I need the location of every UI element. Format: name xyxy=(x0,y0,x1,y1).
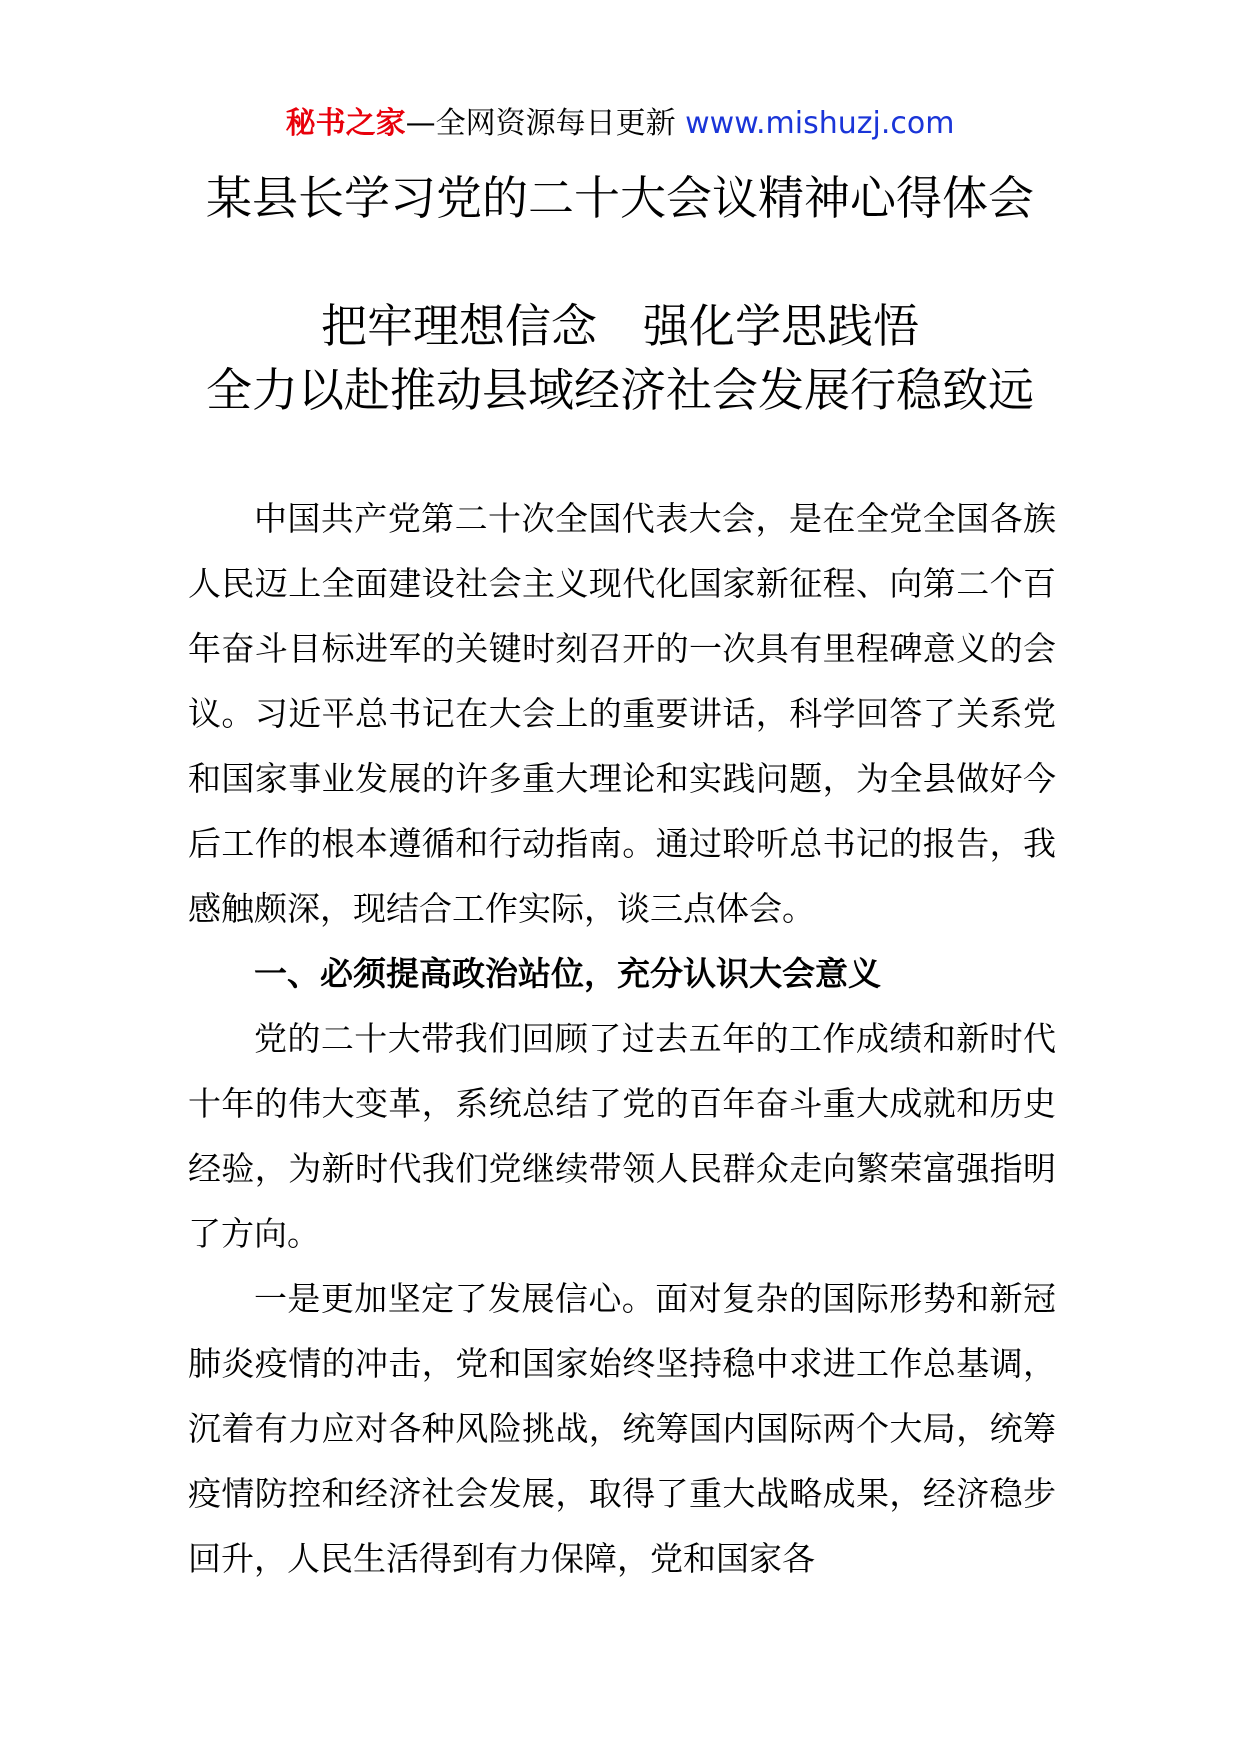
document-title: 某县长学习党的二十大会议精神心得体会 xyxy=(206,171,1034,225)
subtitle-line-1: 把牢理想信念 强化学思践悟 xyxy=(321,299,919,353)
paragraph-section-1: 党的二十大带我们回顾了过去五年的工作成绩和新时代十年的伟大变革，系统总结了党的百年奋斗重大成就和历史经验，为新时代我们党继续带领人民群众走向繁荣富强指明了方向。 xyxy=(188,1019,1056,1253)
document-body xyxy=(188,486,1056,1591)
paragraph-point-1: 一是更加坚定了发展信心。面对复杂的国际形势和新冠肺炎疫情的冲击，党和国家始终坚持稳中求进工作总基调，沉着有力应对各种风险挑战，统筹国内国际两个大局，统筹疫情防控和经济社会发展，取得了重大战略成果，经济稳步回升，人民生活得到有力保障，党和国家各 xyxy=(188,1279,1056,1578)
site-url-link[interactable]: www.mishuzj.com xyxy=(685,106,955,141)
paragraph-intro: 中国共产党第二十次全国代表大会，是在全党全国各族人民迈上全面建设社会主义现代化国家新征程、向第二个百年奋斗目标进军的关键时刻召开的一次具有里程碑意义的会议。习近平总书记在大会上的重要讲话，科学回答了关系党和国家事业发展的许多重大理论和实践问题，为全县做好今后工作的根本遵循和行动指南。通过聆听总书记的报告，我感触颇深，现结合工作实际，谈三点体会。 xyxy=(188,499,1056,928)
header-tagline: —全网资源每日更新 xyxy=(405,106,686,141)
site-header xyxy=(0,104,1240,144)
section-heading-1: 一、必须提高政治站位，充分认识大会意义 xyxy=(254,954,881,993)
subtitle-line-2: 全力以赴推动县域经济社会发展行稳致远 xyxy=(206,363,1034,417)
site-brand: 秘书之家 xyxy=(285,106,406,141)
